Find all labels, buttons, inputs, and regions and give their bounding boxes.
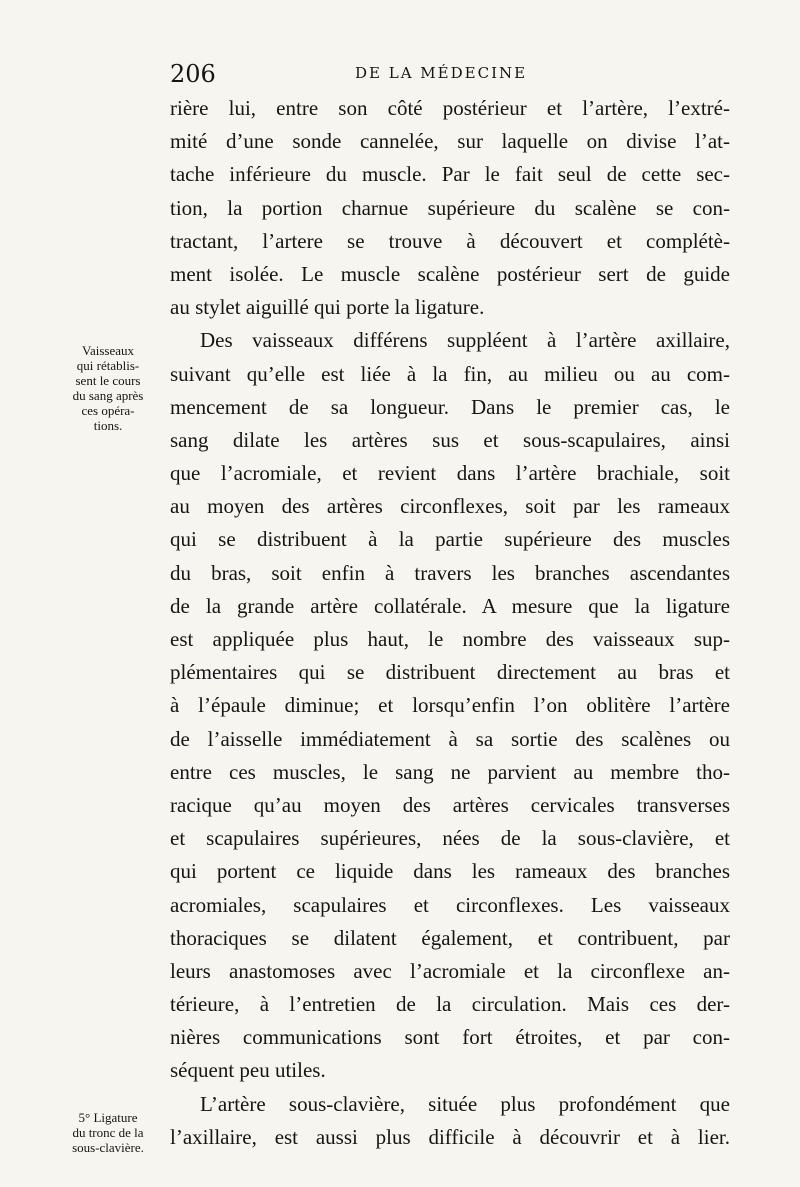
text-line: tractant, l’artere se trouve à découvert et complétè- [170, 228, 730, 253]
text-line: ment isolée. Le muscle scalène postérieur sert de guide [170, 261, 730, 286]
sidenote-vaisseaux [52, 343, 164, 433]
text-line: au moyen des artères circonflexes, soit par les rameaux [170, 494, 730, 519]
body-text [170, 92, 730, 1154]
text-line: rière lui, entre son côté postérieur et l’artère, l’extré- [170, 96, 730, 120]
text-line: térieure, à l’entretien de la circulation. Mais ces der- [170, 992, 730, 1017]
text-line: L’artère sous-clavière, située plus profondément que [200, 1091, 730, 1116]
text-line: tion, la portion charnue supérieure du scalène se con- [170, 195, 730, 220]
page-number: 206 [170, 60, 216, 88]
sidenote-line: sent le cours [75, 373, 141, 388]
running-head [170, 60, 730, 88]
text-line: thoraciques se dilatent également, et contribuent, par [170, 925, 730, 950]
running-title: DE LA MÉDECINE [355, 64, 528, 82]
text-line: et scapulaires supérieures, nées de la sous-clavière, et [170, 826, 730, 851]
text-line: que l’acromiale, et revient dans l’artère brachiale, soit [170, 461, 730, 486]
text-line: du bras, soit enfin à travers les branches ascendantes [170, 560, 730, 585]
text-line: l’axillaire, est aussi plus difficile à découvrir et à lier. [170, 1124, 730, 1149]
text-line: racique qu’au moyen des artères cervicales transverses [170, 792, 730, 817]
text-line: nières communications sont fort étroites, et par con- [170, 1025, 730, 1050]
text-line: sang dilate les artères sus et sous-scapulaires, ainsi [170, 427, 730, 452]
sidenote-line: 5° Ligature [78, 1110, 138, 1125]
sidenote-line: du sang après [72, 388, 144, 403]
text-line: mencement de sa longueur. Dans le premier cas, le [170, 394, 730, 419]
text-line: acromiales, scapulaires et circonflexes. Les vaisseaux [170, 892, 730, 917]
text-line: est appliquée plus haut, le nombre des vaisseaux sup- [170, 627, 730, 651]
text-line: de la grande artère collatérale. A mesure que la ligature [170, 593, 730, 618]
text-line: qui se distribuent à la partie supérieure des muscles [170, 527, 730, 552]
sidenote-line: ces opéra- [81, 403, 135, 418]
text-line: à l’épaule diminue; et lorsqu’enfin l’on oblitère l’artère [170, 693, 730, 718]
text-line: de l’aisselle immédiatement à sa sortie des scalènes ou [170, 726, 730, 751]
sidenote-ligature [52, 1110, 164, 1155]
text-line: entre ces muscles, le sang ne parvient au membre tho- [170, 759, 730, 784]
text-line: mité d’une sonde cannelée, sur laquelle on divise l’at- [170, 129, 730, 154]
text-line: séquent peu utiles. [170, 1058, 326, 1083]
sidenote-line: tions. [93, 418, 123, 433]
text-line: suivant qu’elle est liée à la fin, au milieu ou au com- [170, 361, 730, 386]
sidenote-line: Vaisseaux [82, 343, 134, 358]
text-line: tache inférieure du muscle. Par le fait seul de cette sec- [170, 162, 730, 187]
sidenote-line: qui rétablis- [76, 358, 140, 373]
text-line: Des vaisseaux différens suppléent à l’artère axillaire, [200, 328, 730, 353]
text-line: plémentaires qui se distribuent directement au bras et [170, 660, 730, 685]
sidenote-line: du tronc de la [72, 1125, 144, 1140]
text-line: qui portent ce liquide dans les rameaux des branches [170, 859, 730, 884]
text-line: leurs anastomoses avec l’acromiale et la circonflexe an- [170, 958, 730, 983]
sidenote-line: sous-clavière. [72, 1140, 144, 1155]
text-line: au stylet aiguillé qui porte la ligature. [170, 295, 485, 320]
